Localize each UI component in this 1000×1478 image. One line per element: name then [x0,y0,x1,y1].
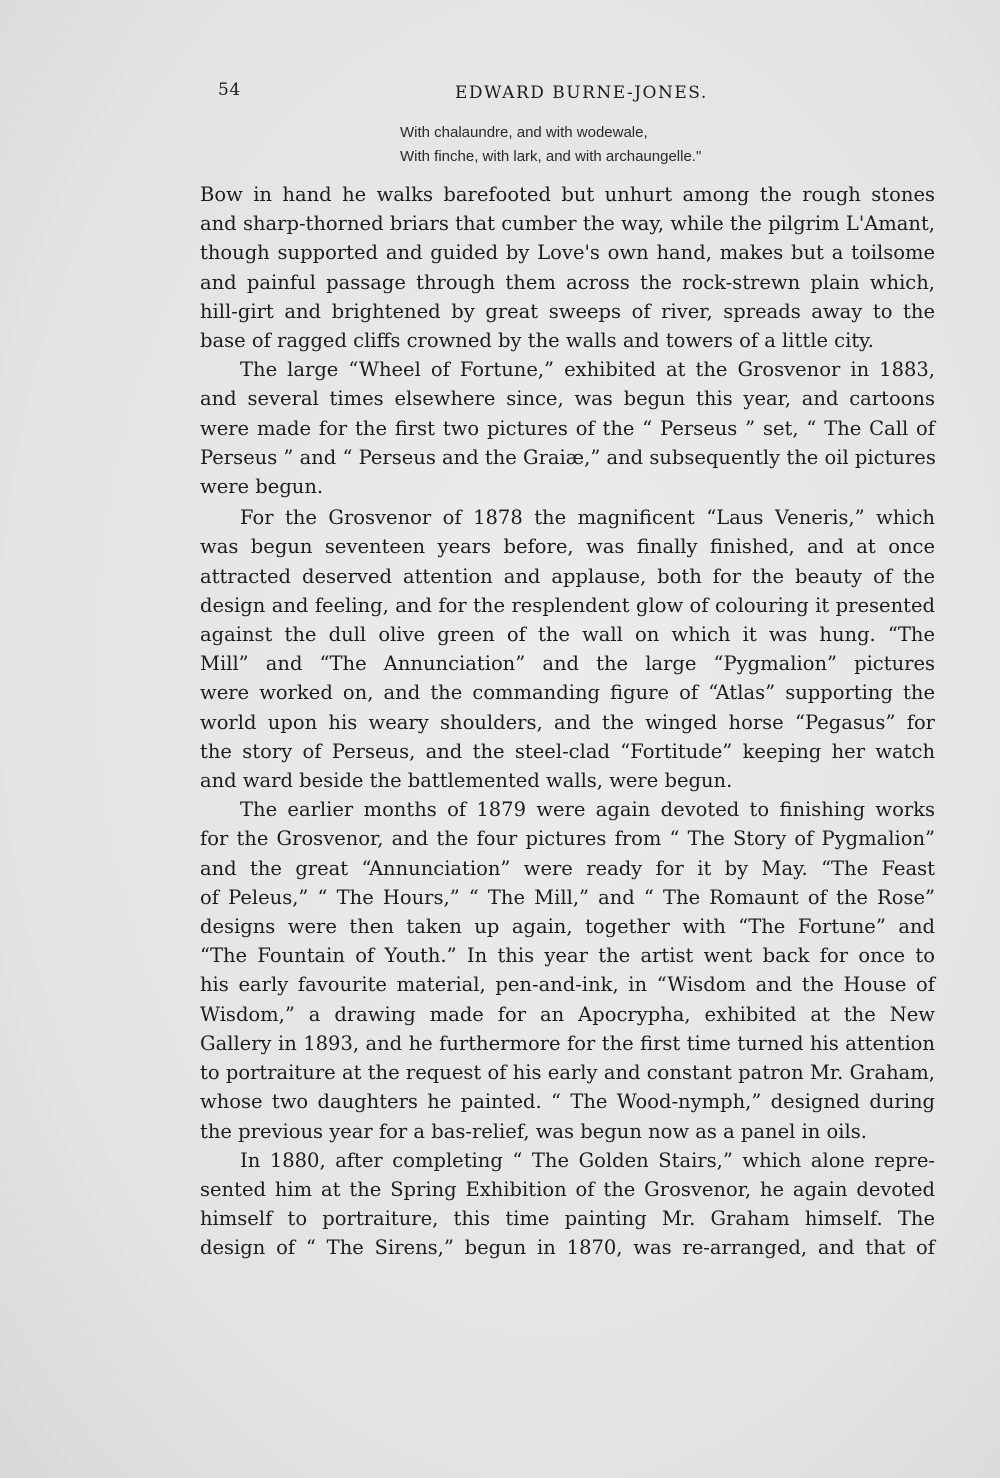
text-line: the previous year for a bas-relief, was begun now as a panel in oils. [200,1119,867,1143]
text-line: were made for the first two pictures of the “ Perseus ” set, “ The Call of [200,416,935,440]
text-line: Wisdom,” a drawing made for an Apocrypha, exhibited at the New [200,1002,935,1026]
text-line: the story of Perseus, and the steel-clad “Fortitude” keeping her watch [200,739,935,763]
paragraph-4 [200,795,935,1145]
text-line: In 1880, after completing “ The Golden Stairs,” which alone repre- [240,1148,935,1172]
text-line: Gallery in 1893, and he furthermore for the first time turned his attention [200,1031,935,1055]
text-line: were begun. [200,475,324,499]
text-line: for the Grosvenor, and the four pictures from “ The Story of Pygmalion” [200,827,935,851]
text-line: The large “Wheel of Fortune,” exhibited at the Grosvenor in 1883, [240,358,935,382]
text-line: and sharp-thorned briars that cumber the way, while the pilgrim L'Amant, [200,212,935,236]
text-line: himself to portraiture, this time painting Mr. Graham himself. The [200,1207,935,1231]
text-line: and several times elsewhere since, was begun this year, and cartoons [200,387,935,411]
text-line: Perseus ” and “ Perseus and the Graiæ,” and subsequently the oil pictures [200,445,936,469]
text-line: For the Grosvenor of 1878 the magnificent “Laus Veneris,” which [240,506,935,530]
body-text [200,180,935,1263]
text-line: and painful passage through them across the rock-strewn plain which, [200,270,935,294]
paragraph-1 [200,180,935,355]
text-line: base of ragged cliffs crowned by the walls and towers of a little city. [200,329,874,353]
page-number: 54 [218,80,241,100]
text-line: though supported and guided by Love's own hand, makes but a toilsome [200,241,935,265]
text-line: whose two daughters he painted. “ The Wood-nymph,” designed during [200,1090,935,1114]
text-line: was begun seventeen years before, was finally finished, and at once [200,535,935,559]
text-line: design and feeling, and for the resplendent glow of colouring it presented [200,593,935,617]
paragraph-2 [200,355,935,501]
text-line: Bow in hand he walks barefooted but unhurt among the rough stones [200,183,935,206]
text-line: to portraiture at the request of his early and constant patron Mr. Graham, [200,1061,935,1085]
text-line: hill-girt and brightened by great sweeps of river, spreads away to the [200,299,935,323]
paragraph-5 [200,1146,935,1263]
text-line: and ward beside the battlemented walls, were begun. [200,769,733,793]
quote-line: With chalaundre, and with wodewale, [400,124,648,141]
text-line: were worked on, and the commanding figure of “Atlas” supporting the [200,681,935,705]
text-line: his early favourite material, pen-and-ink, in “Wisdom and the House of [200,973,935,997]
text-line: design of “ The Sirens,” begun in 1870, was re-arranged, and that of [200,1236,935,1260]
text-line: and the great “Annunciation” were ready for it by May. “The Feast [200,856,935,880]
text-line: Mill” and “The Annunciation” and the large “Pygmalion” pictures [200,652,935,676]
text-line: designs were then taken up again, together with “The Fortune” and [200,915,935,939]
text-line: sented him at the Spring Exhibition of the Grosvenor, he again devoted [200,1177,935,1201]
text-line: against the dull olive green of the wall on which it was hung. “The [200,623,935,647]
verse-quote [400,121,860,169]
text-line: of Peleus,” “ The Hours,” “ The Mill,” and “ The Romaunt of the Rose” [200,885,935,909]
text-line: world upon his weary shoulders, and the winged horse “Pegasus” for [200,710,935,734]
quote-line: With finche, with lark, and with archaungelle." [400,148,702,165]
paragraph-3 [200,503,935,795]
running-head: EDWARD BURNE-JONES. [455,83,708,103]
text-line: “The Fountain of Youth.” In this year the artist went back for once to [200,944,935,968]
text-line: The earlier months of 1879 were again devoted to finishing works [240,798,935,822]
text-line: attracted deserved attention and applause, both for the beauty of the [200,564,935,588]
